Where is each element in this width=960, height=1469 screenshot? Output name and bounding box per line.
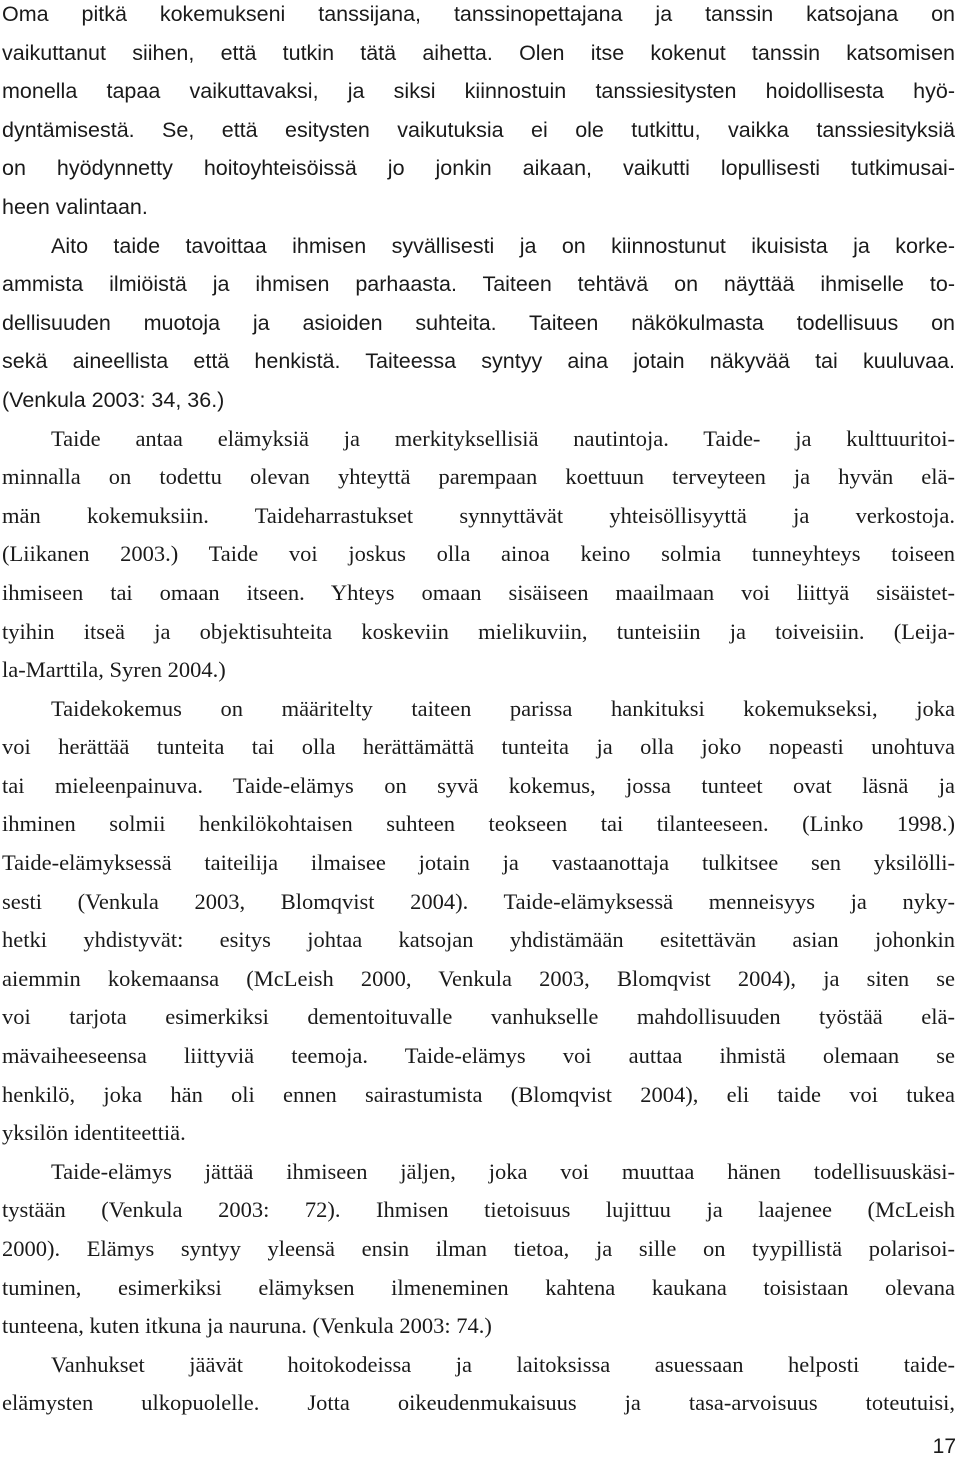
text-line: Taidekokemus on määritelty taiteen parissa hankituksi kokemukseksi, joka [51,695,955,721]
text-line: vaikuttanut siihen, että tutkin tätä aihetta. Olen itse kokenut tanssin katsomisen [2,40,955,65]
text-line: monella tapaa vaikuttavaksi, ja siksi kiinnostuin tanssiesitysten hoidollisesta hyö- [2,79,955,104]
text-line: dellisuuden muotoja ja asioiden suhteita. Taiteen näkökulmasta todellisuus on [2,310,955,335]
text-line: Aito taide tavoittaa ihmisen syvällisesti ja on kiinnostunut ikuisista ja korke- [51,233,955,258]
paragraph [2,1346,955,1423]
text-line: sesti (Venkula 2003, Blomqvist 2004). Taide-elämyksessä menneisyys ja nyky- [2,888,955,914]
paragraph [2,420,955,690]
text-line: Taide-elämyksessä taiteilija ilmaisee jotain ja vastaanottaja tulkitsee sen yksilölli- [2,850,955,876]
text-line: (Venkula 2003: 34, 36.) [2,387,225,412]
text-line: ammista ilmiöistä ja ihmisen parhaasta. Taiteen tehtävä on näyttää ihmiselle to- [2,272,955,297]
text-line: ihmiseen tai omaan itseen. Yhteys omaan sisäiseen maailmaan voi liittyä sisäistet- [2,579,955,605]
paragraph [2,0,955,227]
text-line: minnalla on todettu olevan yhteyttä parempaan koettuun terveyteen ja hyvän elä- [2,464,955,490]
text-line: yksilön identiteettiä. [2,1120,186,1146]
text-line: Oma pitkä kokemukseni tanssijana, tanssinopettajana ja tanssin katsojana on [2,2,955,26]
text-line: elämysten ulkopuolelle. Jotta oikeudenmukaisuus ja tasa-arvoisuus toteutuisi, [2,1390,955,1416]
text-line: Taide-elämys jättää ihmiseen jäljen, joka voi muuttaa hänen todellisuuskäsi- [51,1158,955,1184]
paragraph [2,1153,955,1346]
text-line: (Liikanen 2003.) Taide voi joskus olla ainoa keino solmia tunneyhteys toiseen [2,541,955,567]
text-line: 2000). Elämys syntyy yleensä ensin ilman tietoa, ja sille on tyypillistä polarisoi- [2,1236,955,1261]
text-line: sekä aineellista että henkistä. Taiteessa syntyy aina jotain näkyvää tai kuuluvaa. [2,349,955,374]
paragraph [2,227,955,420]
text-line: tunteena, kuten itkuna ja nauruna. (Venkula 2003: 74.) [2,1313,492,1339]
text-line: voi tarjota esimerkiksi dementoituvalle vanhukselle mahdollisuuden työstää elä- [2,1004,955,1030]
text-line: heen valintaan. [2,194,148,219]
body-text [2,0,955,1423]
text-line: Taide antaa elämyksiä ja merkityksellisiä nautintoja. Taide- ja kulttuuritoi- [51,425,955,451]
text-line: tystään (Venkula 2003: 72). Ihmisen tietoisuus lujittuu ja laajenee (McLeish [2,1197,955,1223]
text-line: dyntämisestä. Se, että esitysten vaikutuksia ei ole tutkittu, vaikka tanssiesityksiä [2,117,955,142]
text-line: ihminen solmii henkilökohtaisen suhteen teokseen tai tilanteeseen. (Linko 1998.) [2,811,955,837]
page-number: 17 [932,1435,956,1458]
text-line: aiemmin kokemaansa (McLeish 2000, Venkula 2003, Blomqvist 2004), ja siten se [2,965,955,991]
text-line: voi herättää tunteita tai olla herättämättä tunteita ja olla joko nopeasti unohtuva [2,734,955,760]
text-line: la-Marttila, Syren 2004.) [2,657,226,683]
text-line: tuminen, esimerkiksi elämyksen ilmeneminen kahtena kaukana toisistaan olevana [2,1274,955,1300]
text-line: on hyödynnetty hoitoyhteisöissä jo jonkin aikaan, vaikutti lopullisesti tutkimusai- [2,156,955,181]
text-line: tai mieleenpainuva. Taide-elämys on syvä kokemus, jossa tunteet ovat läsnä ja [2,772,955,798]
text-line: tyihin itseä ja objektisuhteita koskeviin mielikuviin, tunteisiin ja toiveisiin. (Leija- [2,618,955,644]
text-line: hetki yhdistyvät: esitys johtaa katsojan yhdistämään esitettävän asian johonkin [2,927,955,953]
text-line: män kokemuksiin. Taideharrastukset synnyttävät yhteisöllisyyttä ja verkostoja. [2,502,955,528]
text-line: Vanhukset jäävät hoitokodeissa ja laitoksissa asuessaan helposti taide- [51,1351,955,1377]
paragraph [2,690,955,1153]
text-line: henkilö, joka hän oli ennen sairastumista (Blomqvist 2004), eli taide voi tukea [2,1081,955,1107]
text-line: mävaiheeseensa liittyviä teemoja. Taide-elämys voi auttaa ihmistä olemaan se [2,1043,955,1069]
